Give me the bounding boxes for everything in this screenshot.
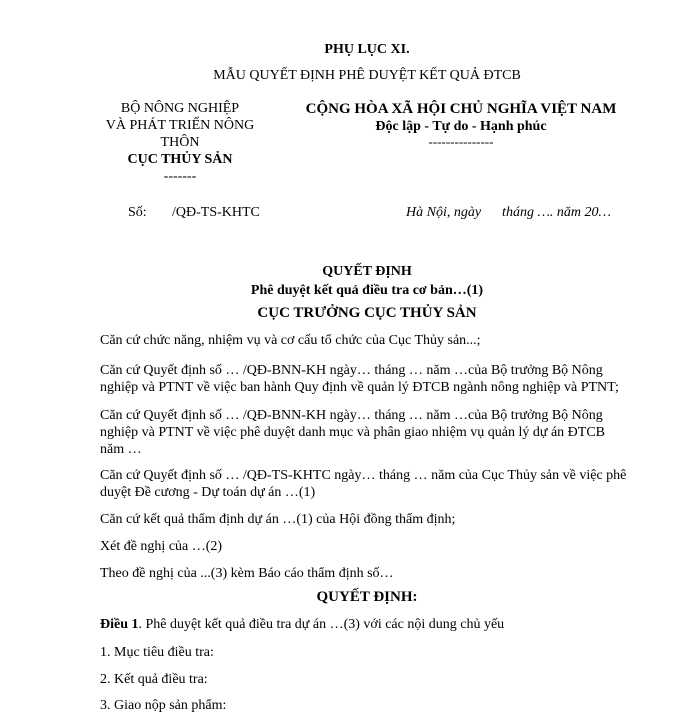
agency-line-1: BỘ NÔNG NGHIỆP: [120, 101, 240, 116]
issuing-authority: CỤC TRƯỞNG CỤC THỦY SẢN: [257, 305, 477, 321]
agency-line-3: THÔN: [160, 135, 200, 150]
basis-paragraph-7: [100, 565, 630, 582]
decision-subtitle: Phê duyệt kết quả điều tra cơ bản…(1): [250, 283, 484, 298]
decide-heading: QUYẾT ĐỊNH:: [316, 589, 418, 605]
document-number: [128, 205, 260, 221]
agency-name: CỤC THỦY SẢN: [127, 152, 233, 167]
paragraph-line: duyệt Đề cương - Dự toán dự án …(1): [100, 485, 316, 500]
article-1-text: . Phê duyệt kết quả điều tra dự án …(3) với các nội dung chủ yếu: [138, 617, 505, 632]
list-item: 2. Kết quả điều tra:: [100, 672, 208, 687]
list-item: 3. Giao nộp sản phẩm:: [100, 698, 227, 713]
basis-paragraph-6: [100, 538, 630, 555]
basis-paragraph-3: [100, 407, 630, 458]
document-number-value: /QĐ-TS-KHTC: [172, 205, 260, 220]
appendix-title: PHỤ LỤC XI.: [324, 42, 410, 57]
appendix-subtitle: MẪU QUYẾT ĐỊNH PHÊ DUYỆT KẾT QUẢ ĐTCB: [213, 68, 521, 83]
agency-separator: -------: [163, 169, 197, 184]
paragraph-line: năm …: [100, 442, 142, 457]
paragraph-line: Căn cứ Quyết định số … /QĐ-TS-KHTC ngày… tháng … năm của Cục Thủy sản về việc phê: [100, 468, 627, 483]
nation-motto: Độc lập - Tự do - Hạnh phúc: [375, 119, 547, 134]
document-date: Hà Nội, ngày tháng …. năm 20…: [406, 205, 611, 220]
decision-title: QUYẾT ĐỊNH: [322, 264, 412, 279]
paragraph-line: Theo đề nghị của ...(3) kèm Báo cáo thẩm định số…: [100, 566, 394, 581]
article-1-label: Điều 1: [100, 617, 139, 632]
paragraph-line: Căn cứ Quyết định số … /QĐ-BNN-KH ngày… tháng … năm …của Bộ trưởng Bộ Nông: [100, 363, 603, 378]
paragraph-line: Căn cứ Quyết định số … /QĐ-BNN-KH ngày… tháng … năm …của Bộ trưởng Bộ Nông: [100, 408, 603, 423]
basis-paragraph-4: [100, 467, 630, 501]
agency-header: [88, 100, 272, 185]
paragraph-line: Căn cứ kết quả thẩm định dự án …(1) của Hội đồng thẩm định;: [100, 512, 456, 527]
nation-separator: ---------------: [428, 134, 494, 149]
paragraph-line: nghiệp và PTNT về việc ban hành Quy định về quản lý ĐTCB ngành nông nghiệp và PTNT;: [100, 380, 619, 395]
basis-paragraph-5: [100, 511, 630, 528]
paragraph-line: nghiệp và PTNT về việc phê duyệt danh mục và phân giao nhiệm vụ quản lý dự án ĐTCB: [100, 425, 605, 440]
nation-header: [296, 100, 626, 148]
nation-name: CỘNG HÒA XÃ HỘI CHỦ NGHĨA VIỆT NAM: [305, 101, 617, 117]
paragraph-line: Xét đề nghị của …(2): [100, 539, 223, 554]
list-item: 1. Mục tiêu điều tra:: [100, 645, 214, 660]
agency-line-2: VÀ PHÁT TRIỂN NÔNG: [105, 118, 255, 133]
basis-paragraph-1: [100, 332, 630, 349]
document-number-label: Số:: [128, 205, 147, 220]
basis-paragraph-2: [100, 362, 630, 396]
article-1: [100, 616, 630, 633]
paragraph-line: Căn cứ chức năng, nhiệm vụ và cơ cấu tổ chức của Cục Thủy sản...;: [100, 333, 481, 348]
